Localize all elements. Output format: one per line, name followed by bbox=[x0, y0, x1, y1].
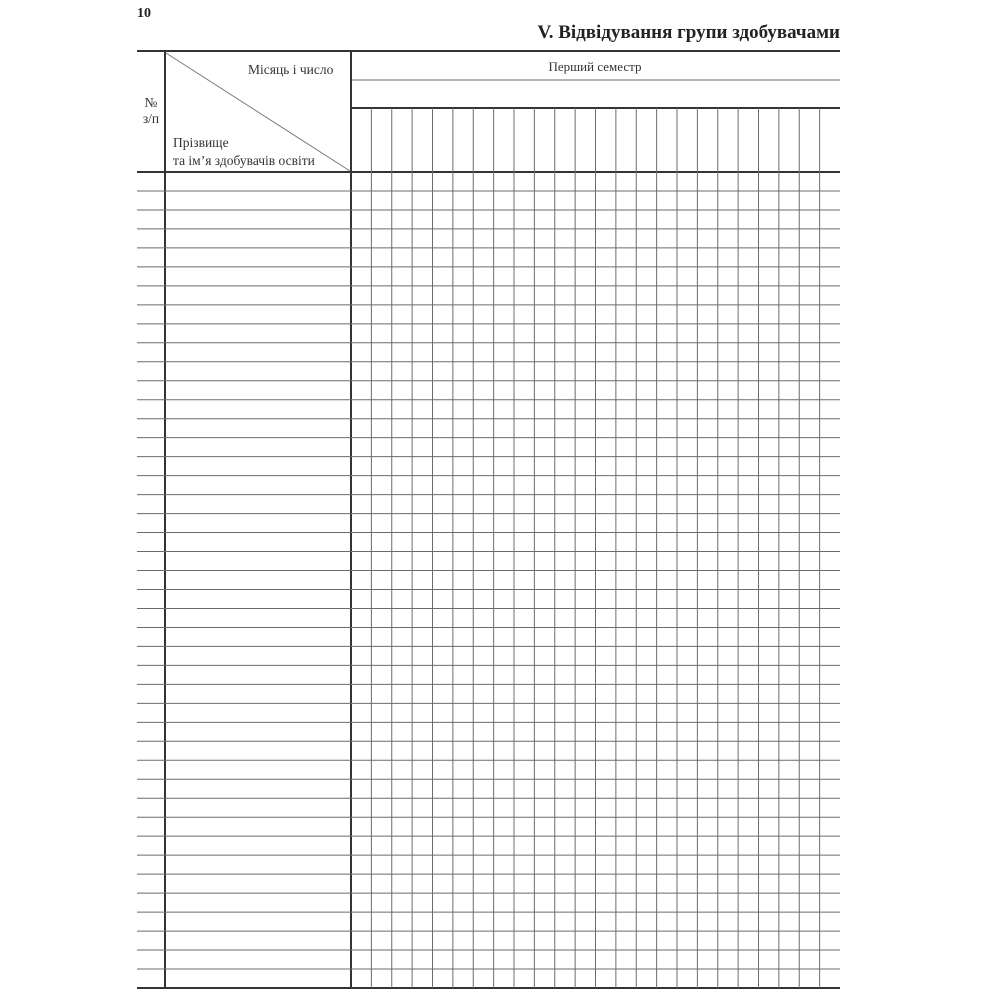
surname-label: Прізвище bbox=[173, 135, 229, 150]
page-title: V. Відвідування групи здобувачами bbox=[537, 22, 840, 43]
semester-label: Перший семестр bbox=[548, 59, 642, 74]
student-name-header bbox=[173, 134, 315, 170]
number-sign-label: № bbox=[144, 95, 158, 110]
page-number: 10 bbox=[137, 6, 151, 21]
number-column-header bbox=[140, 95, 162, 127]
student-name-label: та ім’я здобувачів освіти bbox=[173, 153, 315, 168]
month-and-day-label: Місяць і число bbox=[248, 62, 334, 77]
serial-abbrev-label: з/п bbox=[142, 111, 160, 126]
